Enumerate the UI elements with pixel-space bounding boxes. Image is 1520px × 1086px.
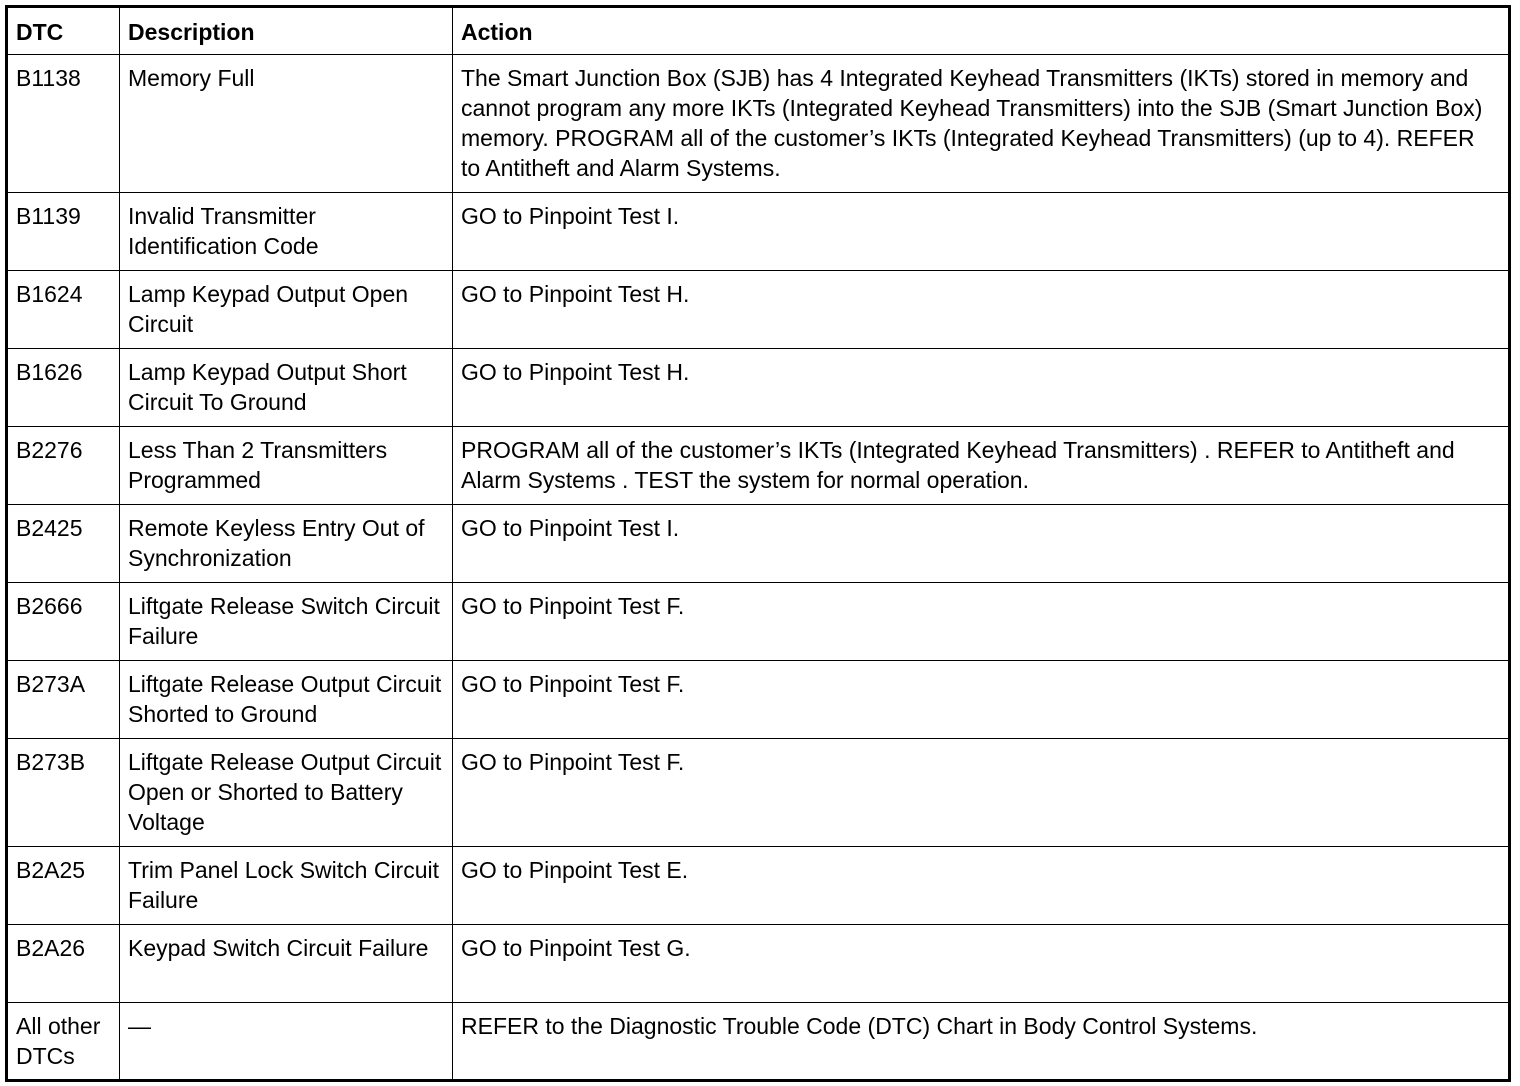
table-row: [7, 925, 1510, 1003]
cell-dtc: B273A: [7, 661, 120, 739]
cell-dtc: B2276: [7, 427, 120, 505]
table-row: [7, 193, 1510, 271]
cell-description: Liftgate Release Output Circuit Open or Shorted to Battery Voltage: [120, 739, 453, 847]
cell-dtc: B1138: [7, 55, 120, 193]
cell-description: Lamp Keypad Output Open Circuit: [120, 271, 453, 349]
cell-action: PROGRAM all of the customer’s IKTs (Integrated Keyhead Transmitters) . REFER to Antitheft and Alarm Systems . TEST the system for normal operation.: [453, 427, 1510, 505]
table-row: [7, 661, 1510, 739]
cell-action: GO to Pinpoint Test I.: [453, 193, 1510, 271]
cell-action: The Smart Junction Box (SJB) has 4 Integrated Keyhead Transmitters (IKTs) stored in memory and cannot program any more IKTs (Integrated Keyhead Transmitters) into the SJB (Smart Junction Box) memory. PROGRAM all of the customer’s IKTs (Integrated Keyhead Transmitters) (up to 4). REFER to Antitheft and Alarm Systems.: [453, 55, 1510, 193]
cell-description: Keypad Switch Circuit Failure: [120, 925, 453, 1003]
table-row: [7, 271, 1510, 349]
table-row: [7, 739, 1510, 847]
table-row: [7, 427, 1510, 505]
cell-action: GO to Pinpoint Test H.: [453, 349, 1510, 427]
cell-dtc: B273B: [7, 739, 120, 847]
header-row: [7, 7, 1510, 55]
cell-dtc: B1139: [7, 193, 120, 271]
cell-description: Liftgate Release Output Circuit Shorted to Ground: [120, 661, 453, 739]
header-dtc: DTC: [7, 7, 120, 55]
table-row: [7, 349, 1510, 427]
cell-action: GO to Pinpoint Test F.: [453, 583, 1510, 661]
cell-action: REFER to the Diagnostic Trouble Code (DTC) Chart in Body Control Systems.: [453, 1003, 1510, 1081]
header-description: Description: [120, 7, 453, 55]
cell-description: Lamp Keypad Output Short Circuit To Ground: [120, 349, 453, 427]
table-row: [7, 583, 1510, 661]
cell-action: GO to Pinpoint Test G.: [453, 925, 1510, 1003]
cell-description: Trim Panel Lock Switch Circuit Failure: [120, 847, 453, 925]
cell-action: GO to Pinpoint Test F.: [453, 739, 1510, 847]
cell-action: GO to Pinpoint Test F.: [453, 661, 1510, 739]
cell-dtc: B2666: [7, 583, 120, 661]
cell-description: Liftgate Release Switch Circuit Failure: [120, 583, 453, 661]
cell-description: Invalid Transmitter Identification Code: [120, 193, 453, 271]
table-row: [7, 847, 1510, 925]
dtc-table: [5, 5, 1511, 1082]
cell-description: Remote Keyless Entry Out of Synchronization: [120, 505, 453, 583]
table-body: [7, 55, 1510, 1081]
cell-dtc: B2A25: [7, 847, 120, 925]
cell-action: GO to Pinpoint Test I.: [453, 505, 1510, 583]
header-action: Action: [453, 7, 1510, 55]
cell-dtc: All other DTCs: [7, 1003, 120, 1081]
table-row: [7, 55, 1510, 193]
cell-dtc: B1626: [7, 349, 120, 427]
cell-description: —: [120, 1003, 453, 1081]
cell-description: Less Than 2 Transmitters Programmed: [120, 427, 453, 505]
cell-action: GO to Pinpoint Test H.: [453, 271, 1510, 349]
cell-dtc: B2425: [7, 505, 120, 583]
table-row: [7, 1003, 1510, 1081]
cell-action: GO to Pinpoint Test E.: [453, 847, 1510, 925]
table-row: [7, 505, 1510, 583]
table-header: [7, 7, 1510, 55]
cell-description: Memory Full: [120, 55, 453, 193]
cell-dtc: B2A26: [7, 925, 120, 1003]
cell-dtc: B1624: [7, 271, 120, 349]
